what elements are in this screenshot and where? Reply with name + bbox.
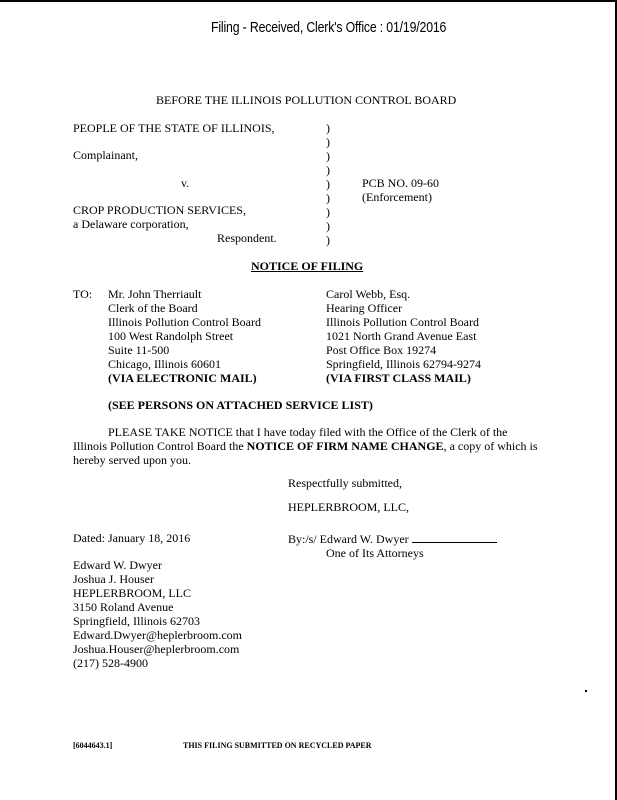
attorney-city: Springfield, Illinois 62703 bbox=[73, 614, 200, 628]
recipient-title: Clerk of the Board bbox=[108, 301, 198, 315]
notice-paragraph bbox=[73, 425, 543, 467]
scan-edge-top bbox=[0, 0, 617, 2]
recipient-org: Illinois Pollution Control Board bbox=[326, 315, 480, 329]
caption-paren-column bbox=[326, 121, 330, 247]
recipient-street: 1021 North Grand Avenue East bbox=[326, 329, 477, 343]
case-type: (Enforcement) bbox=[362, 190, 432, 204]
recipient-title: Hearing Officer bbox=[326, 301, 403, 315]
attorney-email-1: Edward.Dwyer@heplerbroom.com bbox=[73, 628, 242, 642]
signature-text: By:/s/ Edward W. Dwyer bbox=[288, 532, 409, 546]
attorney-name-2: Joshua J. Houser bbox=[73, 572, 154, 586]
case-number: PCB NO. 09-60 bbox=[362, 176, 440, 190]
attorney-signature-block bbox=[73, 558, 242, 670]
notice-title: NOTICE OF FILING bbox=[251, 259, 364, 273]
signature-line bbox=[412, 532, 497, 543]
service-list-note: (SEE PERSONS ON ATTACHED SERVICE LIST) bbox=[108, 398, 373, 412]
recipient-city: Chicago, Illinois 60601 bbox=[108, 357, 221, 371]
one-of-its-attorneys: One of Its Attorneys bbox=[326, 546, 424, 560]
footer-document-id: [6044643.1] bbox=[73, 741, 113, 750]
paren: ) bbox=[326, 219, 330, 233]
attorney-street: 3150 Roland Avenue bbox=[73, 600, 174, 614]
caption-defendant: CROP PRODUCTION SERVICES, bbox=[73, 203, 246, 217]
notice-document-title: NOTICE OF FIRM NAME CHANGE bbox=[246, 439, 444, 453]
recipient-suite: Suite 11-500 bbox=[108, 343, 170, 357]
recipient-name: Carol Webb, Esq. bbox=[326, 287, 411, 301]
respectfully-submitted: Respectfully submitted, bbox=[288, 476, 402, 490]
paren: ) bbox=[326, 121, 330, 135]
to-label: TO: bbox=[73, 287, 93, 301]
caption-plaintiff: PEOPLE OF THE STATE OF ILLINOIS, bbox=[73, 121, 275, 135]
paren: ) bbox=[326, 233, 330, 247]
recipient-name: Mr. John Therriault bbox=[108, 287, 202, 301]
caption-plaintiff-role: Complainant, bbox=[73, 148, 138, 162]
board-heading: BEFORE THE ILLINOIS POLLUTION CONTROL BOARD bbox=[156, 93, 457, 107]
attorney-name-1: Edward W. Dwyer bbox=[73, 558, 162, 572]
paren: ) bbox=[326, 205, 330, 219]
paren: ) bbox=[326, 191, 330, 205]
recipient-clerk bbox=[108, 287, 261, 385]
scan-speck bbox=[585, 690, 587, 692]
attorney-firm: HEPLERBROOM, LLC bbox=[73, 586, 192, 600]
recipient-street: 100 West Randolph Street bbox=[108, 329, 234, 343]
attorney-phone: (217) 528-4900 bbox=[73, 656, 148, 670]
recipient-delivery-method: (VIA FIRST CLASS MAIL) bbox=[326, 371, 471, 385]
attorney-email-2: Joshua.Houser@heplerbroom.com bbox=[73, 642, 240, 656]
recipient-po-box: Post Office Box 19274 bbox=[326, 343, 437, 357]
notice-text-part2: , a copy of which is hereby served upon you. bbox=[73, 439, 538, 467]
recipient-org: Illinois Pollution Control Board bbox=[108, 315, 262, 329]
footer-recycled-paper: THIS FILING SUBMITTED ON RECYCLED PAPER bbox=[183, 741, 372, 750]
caption-defendant-role: Respondent. bbox=[217, 231, 277, 245]
recipient-hearing-officer bbox=[326, 287, 481, 385]
signed-by-line bbox=[288, 532, 497, 546]
firm-signature-name: HEPLERBROOM, LLC, bbox=[288, 500, 410, 514]
dated-line: Dated: January 18, 2016 bbox=[73, 531, 191, 545]
paren: ) bbox=[326, 163, 330, 177]
recipient-city: Springfield, Illinois 62794-9274 bbox=[326, 357, 481, 371]
caption-versus: v. bbox=[181, 176, 190, 190]
paren: ) bbox=[326, 149, 330, 163]
notice-text-part1: PLEASE TAKE NOTICE that I have today filed with the Office of the Clerk of the Illinois Pollution Control Board the bbox=[73, 425, 508, 453]
paren: ) bbox=[326, 135, 330, 149]
recipient-delivery-method: (VIA ELECTRONIC MAIL) bbox=[108, 371, 257, 385]
filing-received-stamp: Filing - Received, Clerk's Office : 01/19/2016 bbox=[211, 19, 447, 36]
caption-defendant-description: a Delaware corporation, bbox=[73, 217, 189, 231]
paren: ) bbox=[326, 177, 330, 191]
